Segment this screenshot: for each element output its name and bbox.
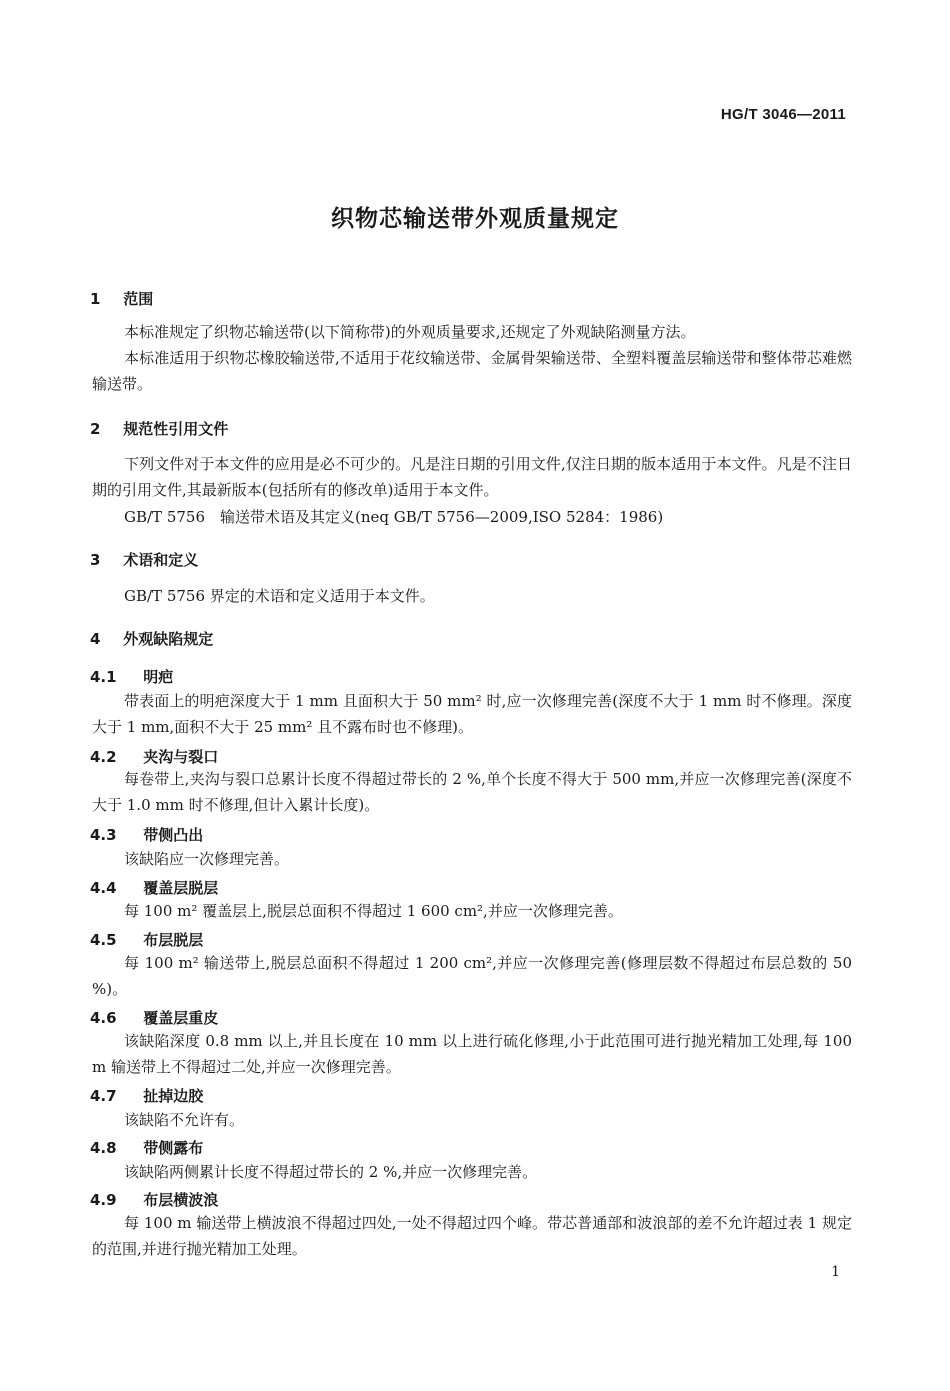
subsection-title: 带侧露布 xyxy=(143,1139,204,1157)
subsection-number: 4.1 xyxy=(90,668,117,686)
subsection-4-1-heading xyxy=(90,666,173,687)
subsection-4-4-heading xyxy=(90,877,218,898)
subsection-4-1-text: 带表面上的明疤深度大于 1 mm 且面积大于 50 mm² 时,应一次修理完善(深度不大于 1 mm 时不修理。深度大于 1 mm,面积不大于 25 mm² 且不露布时也不修理)。 xyxy=(92,692,852,736)
subsection-4-3-text: 该缺陷应一次修理完善。 xyxy=(124,850,290,868)
section-3-para-1: GB/T 5756 界定的术语和定义适用于本文件。 xyxy=(124,587,435,605)
subsection-number: 4.7 xyxy=(90,1087,117,1105)
document-title: 织物芯输送带外观质量规定 xyxy=(331,206,619,232)
section-4-heading xyxy=(90,628,213,649)
section-title: 外观缺陷规定 xyxy=(123,630,214,648)
subsection-4-8-text: 该缺陷两侧累计长度不得超过带长的 2 %,并应一次修理完善。 xyxy=(124,1163,538,1181)
section-number: 1 xyxy=(90,290,101,308)
section-title: 规范性引用文件 xyxy=(123,420,229,438)
section-title: 术语和定义 xyxy=(123,551,199,569)
subsection-4-9-heading xyxy=(90,1189,218,1210)
subsection-number: 4.2 xyxy=(90,748,117,766)
subsection-4-7-heading xyxy=(90,1085,203,1106)
subsection-number: 4.6 xyxy=(90,1009,117,1027)
subsection-number: 4.5 xyxy=(90,931,117,949)
subsection-title: 明疤 xyxy=(143,668,174,686)
subsection-title: 夹沟与裂口 xyxy=(143,748,219,766)
section-3-heading xyxy=(90,549,198,570)
subsection-number: 4.9 xyxy=(90,1191,117,1209)
section-title: 范围 xyxy=(123,290,154,308)
subsection-title: 扯掉边胶 xyxy=(143,1087,204,1105)
subsection-number: 4.3 xyxy=(90,826,117,844)
page-number: 1 xyxy=(831,1264,840,1280)
subsection-4-2-text: 每卷带上,夹沟与裂口总累计长度不得超过带长的 2 %,单个长度不得大于 500 mm,并应一次修理完善(深度不大于 1.0 mm 时不修理,但计入累计长度)。 xyxy=(92,770,852,814)
section-number: 3 xyxy=(90,551,101,569)
subsection-4-5-heading xyxy=(90,929,203,950)
subsection-4-2-heading xyxy=(90,746,218,767)
subsection-title: 覆盖层脱层 xyxy=(143,879,219,897)
section-1-para-1: 本标准规定了织物芯输送带(以下简称带)的外观质量要求,还规定了外观缺陷测量方法。 xyxy=(124,323,696,341)
subsection-4-6-text: 该缺陷深度 0.8 mm 以上,并且长度在 10 mm 以上进行硫化修理,小于此范围可进行抛光精加工处理,每 100 m 输送带上不得超过二处,并应一次修理完善。 xyxy=(92,1032,852,1076)
section-2-para-1: 下列文件对于本文件的应用是必不可少的。凡是注日期的引用文件,仅注日期的版本适用于本文件。凡是不注日期的引用文件,其最新版本(包括所有的修改单)适用于本文件。 xyxy=(92,455,852,499)
subsection-4-6-heading xyxy=(90,1007,218,1028)
subsection-4-8-heading xyxy=(90,1137,203,1158)
subsection-title: 布层横波浪 xyxy=(143,1191,219,1209)
section-number: 2 xyxy=(90,420,101,438)
section-number: 4 xyxy=(90,630,101,648)
section-2-reference: GB/T 5756 输送带术语及其定义(neq GB/T 5756—2009,ISO 5284：1986) xyxy=(124,508,664,526)
subsection-number: 4.8 xyxy=(90,1139,117,1157)
section-1-heading xyxy=(90,288,153,309)
subsection-number: 4.4 xyxy=(90,879,117,897)
subsection-4-7-text: 该缺陷不允许有。 xyxy=(124,1111,245,1129)
subsection-title: 带侧凸出 xyxy=(143,826,204,844)
subsection-4-5-text: 每 100 m² 输送带上,脱层总面积不得超过 1 200 cm²,并应一次修理完善(修理层数不得超过布层总数的 50 %)。 xyxy=(92,954,852,998)
section-1-para-2: 本标准适用于织物芯橡胶输送带,不适用于花纹输送带、金属骨架输送带、全塑料覆盖层输送带和整体带芯难燃输送带。 xyxy=(92,349,852,393)
standard-code: HG/T 3046—2011 xyxy=(720,106,846,123)
subsection-4-3-heading xyxy=(90,824,203,845)
subsection-title: 布层脱层 xyxy=(143,931,204,949)
subsection-4-4-text: 每 100 m² 覆盖层上,脱层总面积不得超过 1 600 cm²,并应一次修理完善。 xyxy=(124,902,623,920)
subsection-4-9-text: 每 100 m 输送带上横波浪不得超过四处,一处不得超过四个峰。带芯普通部和波浪部的差不允许超过表 1 规定的范围,并进行抛光精加工处理。 xyxy=(92,1214,852,1258)
subsection-title: 覆盖层重皮 xyxy=(143,1009,219,1027)
section-2-heading xyxy=(90,418,228,439)
